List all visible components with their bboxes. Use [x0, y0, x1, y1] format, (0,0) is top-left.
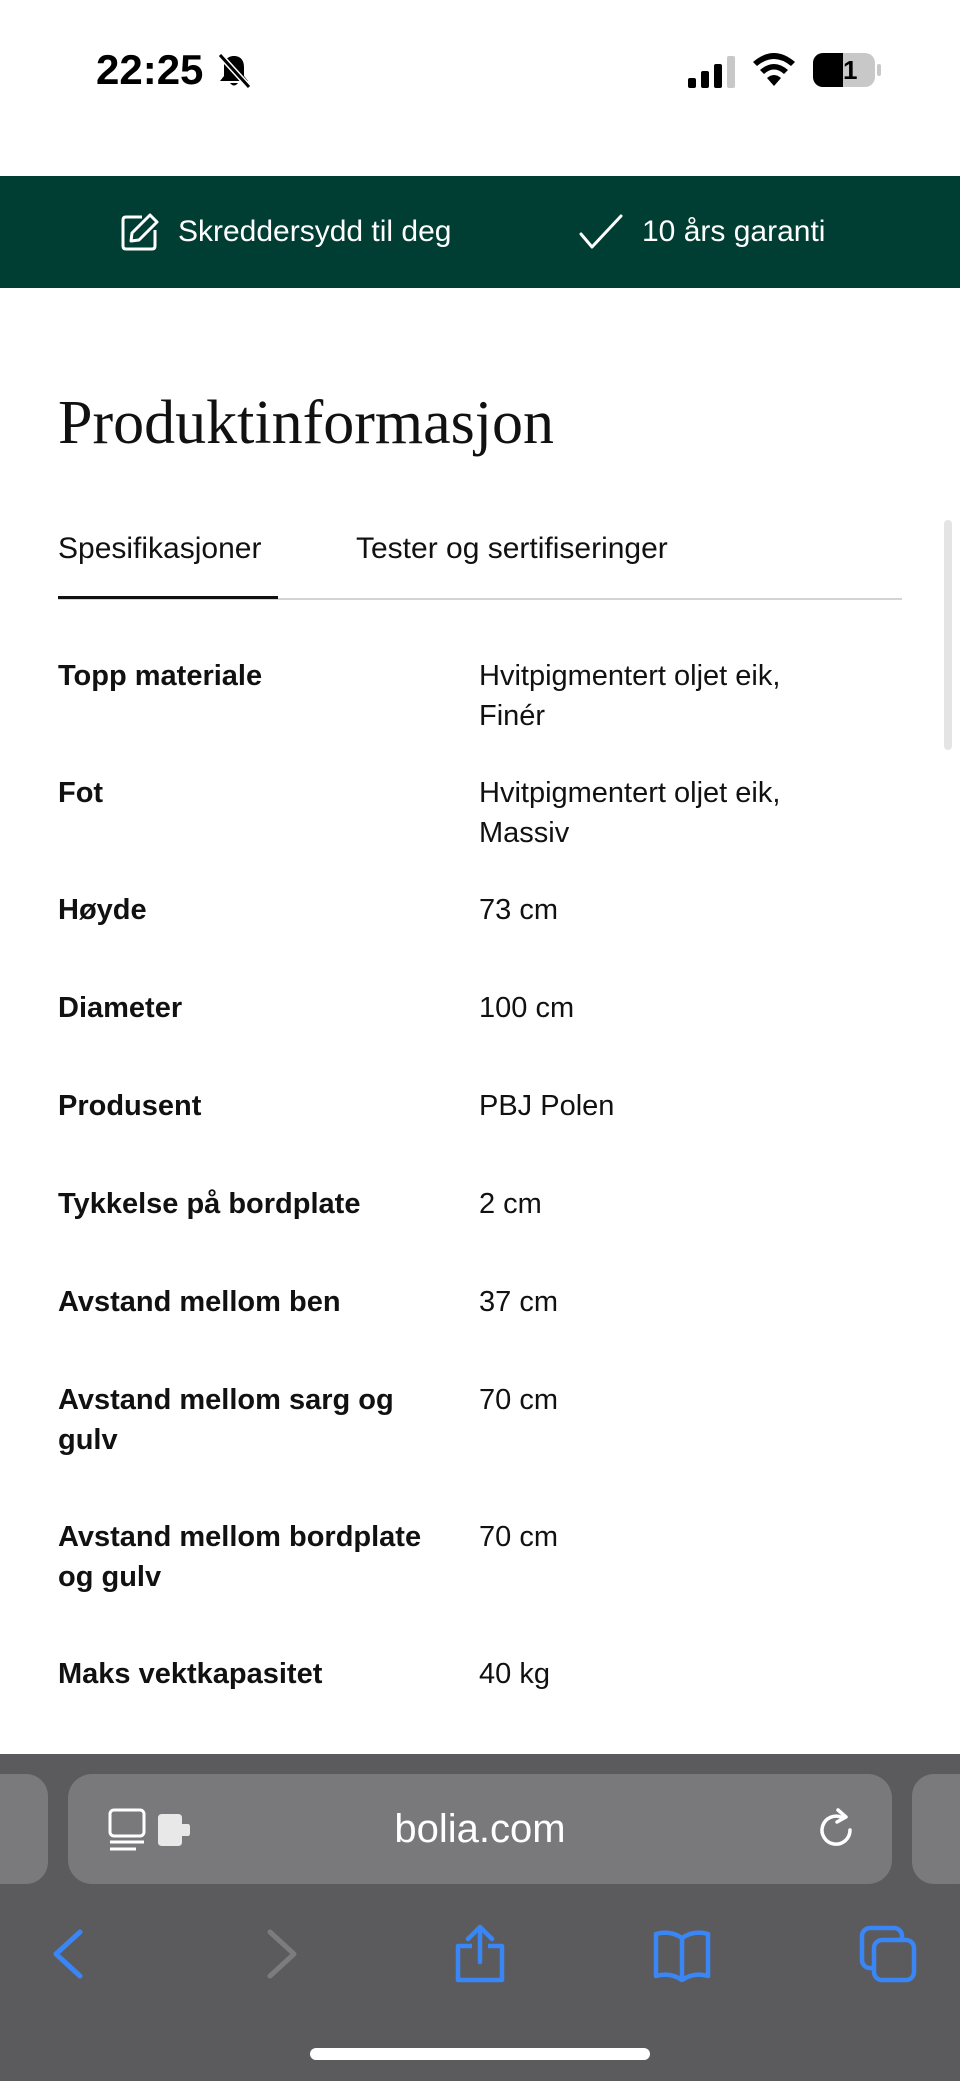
- page-title: Produktinformasjon: [58, 389, 554, 457]
- product-info-tabs: [58, 520, 902, 600]
- edit-icon: [120, 212, 160, 252]
- cellular-signal-icon: [688, 56, 736, 88]
- address-bar[interactable]: [68, 1774, 892, 1884]
- scroll-indicator: [944, 520, 952, 750]
- spec-label: Tykkelse på bordplate: [58, 1188, 361, 1220]
- usp-tailored: [120, 176, 452, 288]
- spec-value: 2 cm: [479, 1188, 542, 1220]
- active-tab-indicator: [58, 596, 278, 599]
- previous-tab-preview[interactable]: [0, 1774, 48, 1884]
- tabs-icon[interactable]: [858, 1924, 918, 1984]
- spec-value: 40 kg: [479, 1658, 550, 1690]
- usp-tailored-label: Skreddersydd til deg: [178, 215, 452, 248]
- bookmarks-icon[interactable]: [652, 1924, 712, 1984]
- tab-tests-certifications[interactable]: Tester og sertifiseringer: [356, 532, 668, 565]
- tab-specifications[interactable]: Spesifikasjoner: [58, 532, 262, 565]
- home-indicator[interactable]: [310, 2048, 650, 2060]
- spec-value: 70 cm: [479, 1521, 558, 1553]
- usp-warranty-label: 10 års garanti: [642, 215, 826, 248]
- wifi-icon: [752, 52, 796, 88]
- spec-value: 37 cm: [479, 1286, 558, 1318]
- check-icon: [578, 212, 624, 252]
- spec-value: Hvitpigmentert oljet eik, Finér: [479, 660, 781, 732]
- status-bar: [0, 0, 960, 140]
- back-icon[interactable]: [40, 1924, 100, 1984]
- spec-label: Høyde: [58, 894, 147, 926]
- spec-label: Diameter: [58, 992, 183, 1024]
- spec-label: Fot: [58, 777, 104, 809]
- url-text[interactable]: bolia.com: [394, 1806, 566, 1851]
- browser-nav-row: [0, 1904, 960, 2004]
- status-time: 22:25: [96, 46, 204, 93]
- spec-label: Avstand mellom ben: [58, 1286, 341, 1318]
- spec-value: Hvitpigmentert oljet eik, Massiv: [479, 777, 781, 849]
- next-tab-preview[interactable]: [912, 1774, 960, 1884]
- silent-bell-icon: [216, 52, 252, 90]
- usp-banner: [0, 176, 960, 288]
- browser-toolbar: [0, 1754, 960, 2081]
- spec-label: Produsent: [58, 1090, 202, 1122]
- spec-value: 100 cm: [479, 992, 575, 1024]
- spec-label: Avstand mellom bordplate og gulv: [58, 1521, 422, 1593]
- spec-label: Maks vektkapasitet: [58, 1658, 323, 1690]
- forward-icon[interactable]: [250, 1924, 310, 1984]
- share-icon[interactable]: [450, 1924, 510, 1984]
- usp-warranty: [578, 176, 825, 288]
- spec-label: Avstand mellom sarg og gulv: [58, 1384, 394, 1456]
- reload-icon[interactable]: [812, 1806, 860, 1854]
- spec-label: Topp materiale: [58, 660, 263, 692]
- spec-value: 70 cm: [479, 1384, 558, 1416]
- battery-level: 41: [828, 54, 858, 85]
- spec-value: PBJ Polen: [479, 1090, 615, 1122]
- spec-value: 73 cm: [479, 894, 558, 926]
